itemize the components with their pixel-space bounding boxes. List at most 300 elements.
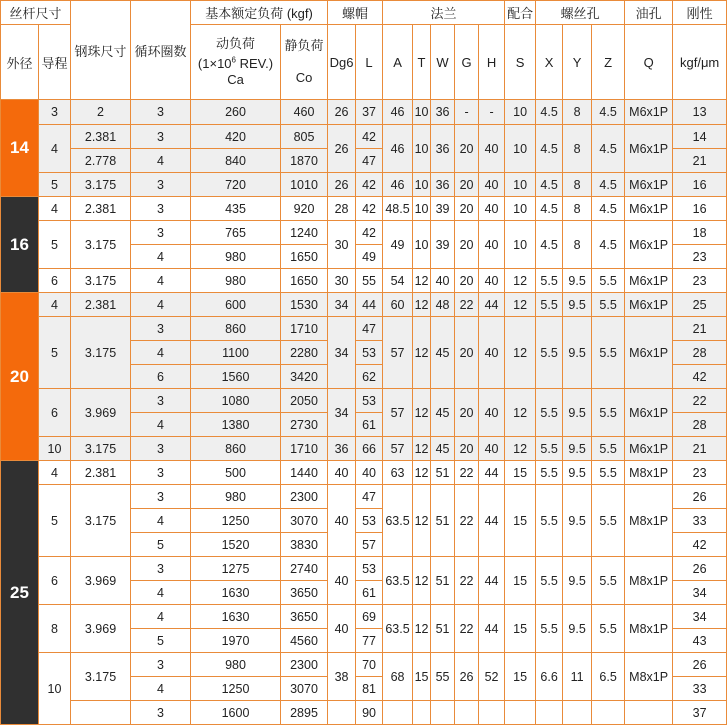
table-cell: 600 <box>191 293 281 317</box>
table-row <box>1 125 727 149</box>
table-cell: 5 <box>39 485 71 557</box>
table-cell <box>431 701 455 725</box>
table-cell: 4 <box>131 341 191 365</box>
table-cell: 1520 <box>191 533 281 557</box>
header-oil-hole: 油孔 <box>625 1 673 25</box>
table-cell: 4 <box>131 581 191 605</box>
table-cell: 1250 <box>191 677 281 701</box>
table-cell: 980 <box>191 269 281 293</box>
table-cell: 40 <box>479 269 505 293</box>
table-cell: 70 <box>356 653 383 677</box>
table-cell: M6x1P <box>625 293 673 317</box>
table-cell: 980 <box>191 653 281 677</box>
table-cell: 28 <box>328 197 356 221</box>
table-cell: 2 <box>71 100 131 125</box>
table-cell: 1275 <box>191 557 281 581</box>
table-cell: 12 <box>413 437 431 461</box>
table-cell: 12 <box>505 389 536 437</box>
table-cell: 33 <box>673 677 727 701</box>
table-cell: - <box>455 100 479 125</box>
table-row <box>1 461 727 485</box>
table-cell: 4.5 <box>536 197 563 221</box>
table-cell: 11 <box>563 653 592 701</box>
table-cell: M8x1P <box>625 605 673 653</box>
table-cell: 48 <box>431 293 455 317</box>
table-cell: 42 <box>673 365 727 389</box>
table-cell: 4.5 <box>536 125 563 173</box>
table-cell <box>563 701 592 725</box>
table-cell: 40 <box>328 485 356 557</box>
table-cell: 5.5 <box>536 437 563 461</box>
table-cell: 2300 <box>281 485 328 509</box>
static-load-symbol: Co <box>295 70 313 85</box>
table-cell: 9.5 <box>563 269 592 293</box>
table-cell: 2050 <box>281 389 328 413</box>
table-cell: 1630 <box>191 581 281 605</box>
table-cell: 460 <box>281 100 328 125</box>
table-cell: 10 <box>413 100 431 125</box>
table-cell: 53 <box>356 509 383 533</box>
table-cell: 5 <box>39 173 71 197</box>
table-cell: 10 <box>413 125 431 173</box>
table-cell: 15 <box>505 605 536 653</box>
table-cell: 20 <box>455 437 479 461</box>
table-row <box>1 293 727 317</box>
table-cell: 2.381 <box>71 197 131 221</box>
table-row <box>1 221 727 245</box>
header-ball-size: 钢珠尺寸 <box>71 1 131 100</box>
table-cell <box>413 701 431 725</box>
table-cell: 10 <box>505 221 536 269</box>
table-cell: 40 <box>356 461 383 485</box>
table-row <box>1 653 727 677</box>
header-L: L <box>356 25 383 100</box>
table-cell: 4 <box>39 293 71 317</box>
table-cell: 5.5 <box>536 389 563 437</box>
table-cell <box>536 701 563 725</box>
dynamic-load-rev: ($1\times 10^6$ REV.) <box>197 55 274 71</box>
table-cell: 57 <box>383 437 413 461</box>
table-cell <box>383 701 413 725</box>
table-cell: 1530 <box>281 293 328 317</box>
table-cell: - <box>479 100 505 125</box>
header-H: H <box>479 25 505 100</box>
table-cell: 3 <box>131 437 191 461</box>
table-cell: M8x1P <box>625 653 673 701</box>
table-cell: 5.5 <box>536 461 563 485</box>
table-cell: 6 <box>39 389 71 437</box>
table-cell: 5.5 <box>592 389 625 437</box>
table-cell: 23 <box>673 245 727 269</box>
table-cell: 3070 <box>281 509 328 533</box>
table-cell: 3 <box>131 557 191 581</box>
header-circuits: 循环圈数 <box>131 1 191 100</box>
table-cell: 3 <box>131 389 191 413</box>
table-cell: 21 <box>673 317 727 341</box>
table-cell: 8 <box>563 197 592 221</box>
table-cell: 435 <box>191 197 281 221</box>
table-cell <box>625 701 673 725</box>
table-cell: 1630 <box>191 605 281 629</box>
table-cell: 860 <box>191 437 281 461</box>
table-cell: 40 <box>328 605 356 653</box>
table-cell: 40 <box>479 389 505 437</box>
table-cell: 9.5 <box>563 317 592 389</box>
table-cell: 15 <box>413 653 431 701</box>
table-cell: 9.5 <box>563 293 592 317</box>
table-cell: 38 <box>328 653 356 701</box>
table-cell: 1970 <box>191 629 281 653</box>
table-cell <box>328 701 356 725</box>
header-Z: Z <box>592 25 625 100</box>
header-A: A <box>383 25 413 100</box>
table-cell: 40 <box>479 221 505 269</box>
table-cell: 18 <box>673 221 727 245</box>
table-cell: 81 <box>356 677 383 701</box>
table-cell: 36 <box>431 100 455 125</box>
table-cell: 15 <box>505 485 536 557</box>
header-rigidity: 刚性 <box>673 1 727 25</box>
diameter-cell-20: 20 <box>1 293 39 461</box>
table-cell: 5.5 <box>536 557 563 605</box>
table-cell: 42 <box>356 221 383 245</box>
table-cell: 1560 <box>191 365 281 389</box>
table-cell: 46 <box>383 125 413 173</box>
table-cell: 15 <box>505 461 536 485</box>
diameter-cell-16: 16 <box>1 197 39 293</box>
table-cell: 3.969 <box>71 557 131 605</box>
table-cell: 4 <box>131 677 191 701</box>
table-cell: 66 <box>356 437 383 461</box>
table-cell: 23 <box>673 461 727 485</box>
header-rigidity-unit: kgf/μm <box>673 25 727 100</box>
table-cell: 4.5 <box>592 173 625 197</box>
diameter-cell-14: 14 <box>1 100 39 197</box>
table-cell: 22 <box>673 389 727 413</box>
table-cell: 5.5 <box>536 485 563 557</box>
table-cell: 40 <box>328 461 356 485</box>
table-cell: 30 <box>328 221 356 269</box>
table-cell: 5.5 <box>592 485 625 557</box>
table-cell: 12 <box>413 269 431 293</box>
table-cell: 40 <box>479 125 505 173</box>
table-cell: 1710 <box>281 317 328 341</box>
table-cell: 28 <box>673 341 727 365</box>
header-G: G <box>455 25 479 100</box>
table-cell: 4.5 <box>592 197 625 221</box>
table-cell: 5 <box>131 629 191 653</box>
table-cell: 765 <box>191 221 281 245</box>
table-cell <box>592 701 625 725</box>
table-cell: 1650 <box>281 269 328 293</box>
table-cell: 5.5 <box>592 461 625 485</box>
table-cell: 40 <box>479 437 505 461</box>
table-cell: 52 <box>479 653 505 701</box>
table-cell: 63 <box>383 461 413 485</box>
table-cell: 45 <box>431 437 455 461</box>
table-cell: 3 <box>131 221 191 245</box>
table-cell: 1650 <box>281 245 328 269</box>
table-cell: 30 <box>328 269 356 293</box>
table-cell: 57 <box>383 389 413 437</box>
table-cell: 39 <box>431 221 455 269</box>
table-cell: 500 <box>191 461 281 485</box>
header-lead: 导程 <box>39 25 71 100</box>
table-cell: 4 <box>131 509 191 533</box>
table-cell: 5.5 <box>536 317 563 389</box>
table-cell: 5.5 <box>592 605 625 653</box>
table-cell: 57 <box>356 533 383 557</box>
table-cell: 9.5 <box>563 389 592 437</box>
table-cell: 4.5 <box>536 221 563 269</box>
table-cell: 43 <box>673 629 727 653</box>
table-row <box>1 485 727 509</box>
table-cell: 4 <box>131 149 191 173</box>
table-cell: 51 <box>431 557 455 605</box>
table-cell: 46 <box>383 100 413 125</box>
table-cell: M6x1P <box>625 173 673 197</box>
table-cell: 920 <box>281 197 328 221</box>
table-cell: 10 <box>505 125 536 173</box>
table-cell: 6 <box>39 557 71 605</box>
table-cell: 840 <box>191 149 281 173</box>
table-cell: 3.175 <box>71 173 131 197</box>
table-cell: 6 <box>39 269 71 293</box>
table-row <box>1 605 727 629</box>
table-cell <box>505 701 536 725</box>
table-cell: 44 <box>479 557 505 605</box>
header-dynamic-load <box>191 25 281 100</box>
table-cell: 3.175 <box>71 221 131 269</box>
table-cell: 9.5 <box>563 485 592 557</box>
table-cell: 44 <box>479 461 505 485</box>
table-cell: 2.381 <box>71 293 131 317</box>
table-cell: 49 <box>356 245 383 269</box>
table-cell: 1440 <box>281 461 328 485</box>
table-cell: 63.5 <box>383 557 413 605</box>
table-cell: 12 <box>413 293 431 317</box>
table-cell: 860 <box>191 317 281 341</box>
table-cell: 10 <box>413 173 431 197</box>
table-cell: 12 <box>413 461 431 485</box>
table-cell: 3830 <box>281 533 328 557</box>
table-cell: 3.175 <box>71 653 131 701</box>
table-cell: 15 <box>505 557 536 605</box>
table-cell: 1010 <box>281 173 328 197</box>
table-cell: 1080 <box>191 389 281 413</box>
table-cell: 8 <box>563 173 592 197</box>
table-cell: 5 <box>131 533 191 557</box>
table-cell: 4.5 <box>592 100 625 125</box>
table-cell: 980 <box>191 485 281 509</box>
table-cell: 47 <box>356 317 383 341</box>
table-cell: 33 <box>673 509 727 533</box>
table-cell: M8x1P <box>625 557 673 605</box>
header-basic-load: 基本额定负荷 (kgf) <box>191 1 328 25</box>
table-cell: 4 <box>131 413 191 437</box>
table-cell: 26 <box>328 100 356 125</box>
table-cell: 36 <box>431 125 455 173</box>
table-row <box>1 197 727 221</box>
table-cell: M8x1P <box>625 461 673 485</box>
header-outer-dia: 外径 <box>1 25 39 100</box>
table-cell: 37 <box>356 100 383 125</box>
table-cell: 2895 <box>281 701 328 725</box>
table-cell: 3070 <box>281 677 328 701</box>
table-cell: 34 <box>328 317 356 389</box>
table-cell: 2730 <box>281 413 328 437</box>
table-cell: 26 <box>673 653 727 677</box>
table-cell: 4 <box>131 605 191 629</box>
table-cell: 8 <box>39 605 71 653</box>
header-dg6: Dg6 <box>328 25 356 100</box>
table-cell: M6x1P <box>625 437 673 461</box>
table-cell: 1380 <box>191 413 281 437</box>
table-cell: 1250 <box>191 509 281 533</box>
table-cell: 3 <box>131 100 191 125</box>
table-cell: 2280 <box>281 341 328 365</box>
table-cell: 90 <box>356 701 383 725</box>
table-cell: 45 <box>431 317 455 389</box>
table-cell: 10 <box>505 173 536 197</box>
table-cell: 40 <box>479 173 505 197</box>
table-cell: 26 <box>673 485 727 509</box>
table-cell: 3.175 <box>71 485 131 557</box>
table-cell: 60 <box>383 293 413 317</box>
header-static-load <box>281 25 328 100</box>
table-cell: 8 <box>563 100 592 125</box>
table-cell: 40 <box>328 557 356 605</box>
table-cell: 44 <box>479 605 505 653</box>
table-cell: 5.5 <box>592 437 625 461</box>
table-cell: 1870 <box>281 149 328 173</box>
table-cell: 3650 <box>281 605 328 629</box>
table-cell: M6x1P <box>625 389 673 437</box>
table-cell: 21 <box>673 437 727 461</box>
table-cell: M6x1P <box>625 269 673 293</box>
table-cell: M6x1P <box>625 100 673 125</box>
table-cell: 9.5 <box>563 605 592 653</box>
table-cell: 48.5 <box>383 197 413 221</box>
header-Y: Y <box>563 25 592 100</box>
header-screw-size: 丝杆尺寸 <box>1 1 71 25</box>
table-cell: 23 <box>673 269 727 293</box>
table-cell <box>455 701 479 725</box>
table-cell: 4560 <box>281 629 328 653</box>
table-cell: 10 <box>39 653 71 725</box>
table-cell: 12 <box>505 269 536 293</box>
table-cell: 5.5 <box>592 269 625 293</box>
table-cell: 55 <box>356 269 383 293</box>
table-cell: 3 <box>131 653 191 677</box>
table-cell: 22 <box>455 557 479 605</box>
table-cell: 42 <box>356 173 383 197</box>
table-cell: 3 <box>131 701 191 725</box>
table-cell: 20 <box>455 221 479 269</box>
table-cell: 22 <box>455 605 479 653</box>
table-cell: 20 <box>455 197 479 221</box>
table-cell: 6 <box>131 365 191 389</box>
table-cell: 5.5 <box>592 557 625 605</box>
table-cell: 9.5 <box>563 437 592 461</box>
table-cell: 44 <box>479 485 505 557</box>
diameter-cell-25: 25 <box>1 461 39 725</box>
table-cell: 22 <box>455 293 479 317</box>
table-cell: 5.5 <box>536 293 563 317</box>
header-row-groups <box>1 1 727 25</box>
table-cell: 10 <box>413 197 431 221</box>
header-fit: 配合 <box>505 1 536 25</box>
table-cell: 4 <box>131 269 191 293</box>
table-cell: 53 <box>356 557 383 581</box>
table-cell: 3 <box>39 100 71 125</box>
table-cell: 1710 <box>281 437 328 461</box>
table-cell: 3420 <box>281 365 328 389</box>
table-cell: 20 <box>455 125 479 173</box>
table-cell: 36 <box>328 437 356 461</box>
table-cell: 34 <box>673 605 727 629</box>
table-row <box>1 437 727 461</box>
table-cell: 63.5 <box>383 485 413 557</box>
table-cell: 4.5 <box>592 221 625 269</box>
table-cell: 26 <box>328 125 356 173</box>
table-cell: 44 <box>479 293 505 317</box>
table-cell: 2300 <box>281 653 328 677</box>
table-cell: 4 <box>131 293 191 317</box>
table-cell: 9.5 <box>563 461 592 485</box>
table-cell: 12 <box>505 437 536 461</box>
table-cell: 63.5 <box>383 605 413 653</box>
table-cell <box>479 701 505 725</box>
table-cell: 36 <box>431 173 455 197</box>
table-cell: 34 <box>673 581 727 605</box>
header-W: W <box>431 25 455 100</box>
table-cell: 6.6 <box>536 653 563 701</box>
table-cell: 47 <box>356 149 383 173</box>
table-cell: 1240 <box>281 221 328 245</box>
table-cell: 3 <box>131 317 191 341</box>
table-cell: 3.175 <box>71 437 131 461</box>
table-cell: 51 <box>431 485 455 557</box>
table-cell: 26 <box>328 173 356 197</box>
table-cell: 4 <box>39 197 71 221</box>
table-cell: 69 <box>356 605 383 629</box>
table-cell: 12 <box>413 317 431 389</box>
table-cell: 12 <box>505 293 536 317</box>
table-cell: 16 <box>673 173 727 197</box>
table-cell: 3.175 <box>71 317 131 389</box>
table-cell: 39 <box>431 197 455 221</box>
table-cell: 805 <box>281 125 328 149</box>
table-cell: 3.969 <box>71 605 131 653</box>
table-cell: 15 <box>505 653 536 701</box>
table-cell: 54 <box>383 269 413 293</box>
table-row <box>1 173 727 197</box>
table-cell: 10 <box>505 197 536 221</box>
table-cell: 42 <box>356 197 383 221</box>
static-load-label: 静负荷 <box>284 38 324 53</box>
table-cell: 10 <box>505 100 536 125</box>
table-cell: M6x1P <box>625 317 673 389</box>
table-cell: 3 <box>131 197 191 221</box>
table-cell: 12 <box>413 485 431 557</box>
table-cell: 9.5 <box>563 557 592 605</box>
table-cell: M6x1P <box>625 197 673 221</box>
table-cell: 260 <box>191 100 281 125</box>
table-cell: 34 <box>328 293 356 317</box>
table-cell: 10 <box>39 437 71 461</box>
table-cell: 12 <box>413 605 431 653</box>
